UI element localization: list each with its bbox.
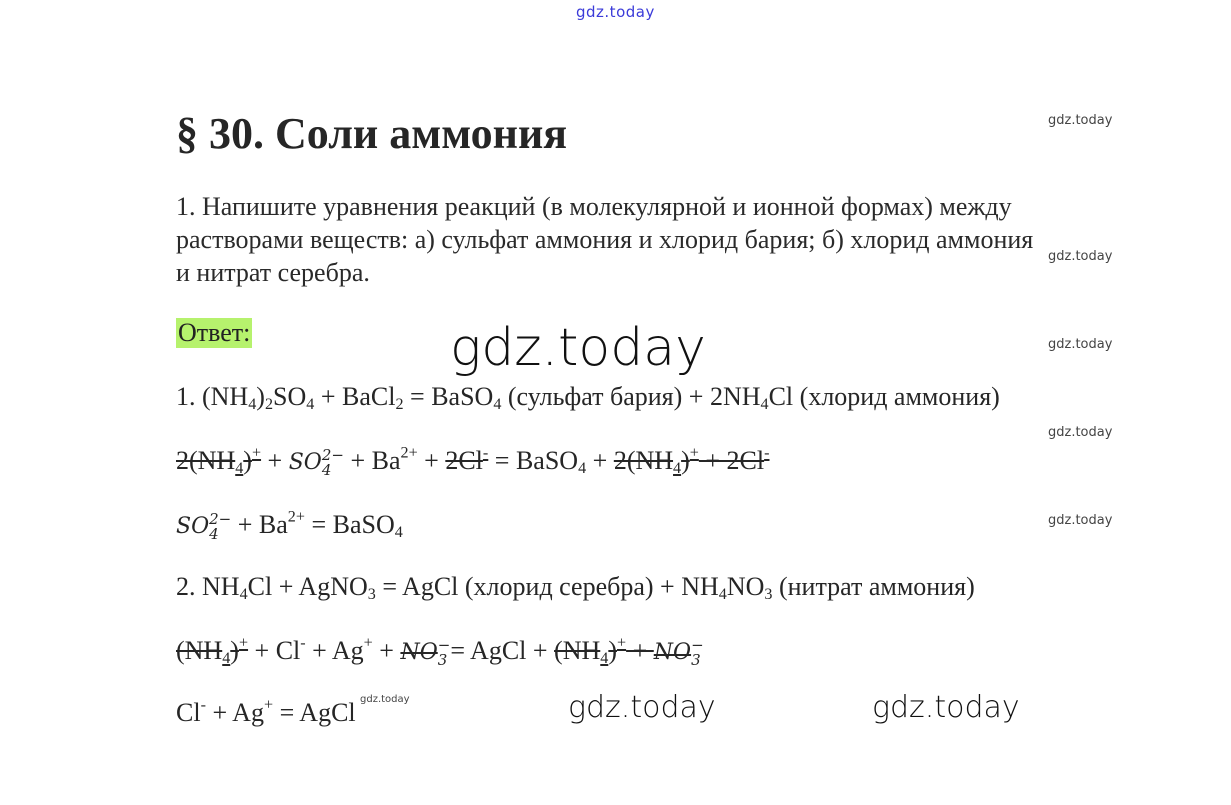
- answer-label: Ответ:: [178, 318, 251, 347]
- equation-2-short-ionic: Cl- + Ag+ = AgCl: [176, 696, 356, 727]
- nitrate-ion: NO − 3: [653, 636, 704, 669]
- equation-1-molecular: 1. $(NH_4)_2SO_4$ + BaCl$_2$ = BaSO$_4$ (сульфат бария) + $2NH_4Cl$ (хлорид аммония): [176, 382, 1000, 414]
- nitrate-ion: NO − 3: [400, 636, 451, 669]
- watermark-top: gdz.today: [576, 3, 655, 21]
- question-line-1: 1. Напишите уравнения реакций (в молекулярной и ионной формах) между: [176, 192, 1012, 221]
- watermark-small: gdz.today: [1048, 113, 1113, 128]
- watermark-bottom-right: gdz.today: [872, 690, 1020, 725]
- question-line-2: растворами веществ: а) сульфат аммония и хлорид бария; б) хлорид аммония: [176, 225, 1034, 254]
- equation-1-full-ionic: $2(NH_4)^+$ + SO 2− 4 + $Ba^{2+} + 2Cl^-$ = BaSO$_4$ + $2(NH_4)^+ + 2Cl^-$: [176, 444, 770, 479]
- watermark-small: gdz.today: [1048, 337, 1113, 352]
- watermark-center: gdz.today: [450, 318, 706, 378]
- watermark-small: gdz.today: [1048, 425, 1113, 440]
- question-line-3: и нитрат серебра.: [176, 258, 370, 287]
- watermark-small: gdz.today: [1048, 513, 1113, 528]
- sulfate-ion: SO 2− 4: [176, 510, 232, 543]
- watermark-small: gdz.today: [1048, 249, 1113, 264]
- watermark-bottom-center: gdz.today: [568, 690, 716, 725]
- sulfate-ion: SO 2− 4: [288, 446, 344, 479]
- equation-2-molecular: 2. $NH_4Cl$ + AgNO$_3$ = AgCl (хлорид серебра) + $NH_4NO_3$ (нитрат аммония): [176, 572, 975, 604]
- equation-2-full-ionic: $(NH_4)^+ + Cl^- + Ag^+$ + NO − 3 = AgCl + $(NH_4)^+$ + NO − 3: [176, 634, 704, 669]
- watermark-tiny: gdz.today: [360, 694, 410, 705]
- equation-1-short-ionic: SO 2− 4 + $Ba^{2+}$ = BaSO$_4$: [176, 508, 403, 543]
- page-title: § 30. Соли аммония: [176, 109, 568, 158]
